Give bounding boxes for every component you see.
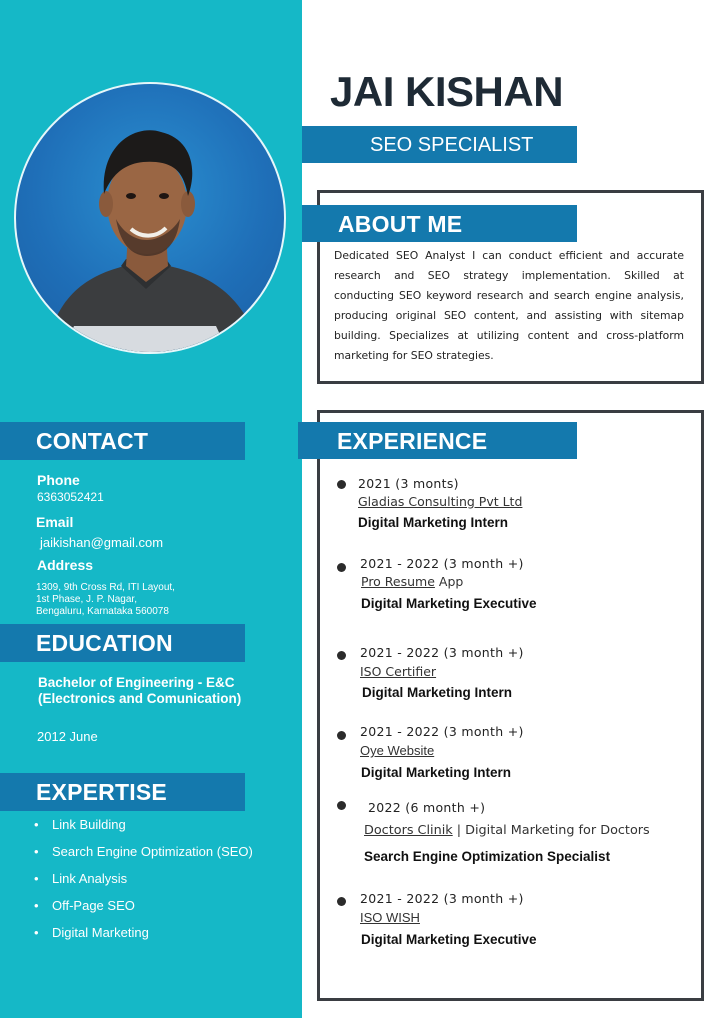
experience-date: 2021 - 2022 (3 month +) — [360, 724, 524, 739]
profile-photo — [14, 82, 286, 354]
company-link[interactable]: ISO WISH — [360, 910, 420, 925]
experience-date: 2022 (6 month +) — [368, 800, 486, 815]
experience-role: Digital Marketing Intern — [362, 685, 513, 700]
expertise-item: • Digital Marketing — [34, 925, 253, 952]
expertise-heading-band — [0, 773, 245, 811]
timeline-dot — [337, 563, 346, 572]
phone-label: Phone — [37, 472, 80, 488]
about-text: Dedicated SEO Analyst I can conduct efficient and accurate research and SEO strategy implementation. Skilled at conducting SEO keyword research and search engine analysis, producing original SEO content, and assisting with sitemap building. Specializes at utilizing content and cross-platform marketing for SEO strategies. — [334, 249, 684, 362]
expertise-item: • Link Analysis — [34, 871, 253, 898]
expertise-item: • Search Engine Optimization (SEO) — [34, 844, 253, 871]
experience-heading: EXPERIENCE — [337, 428, 488, 454]
address-line3: Bengaluru, Karnataka 560078 — [36, 606, 169, 617]
timeline-dot — [337, 731, 346, 740]
degree-line1: Bachelor of Engineering - E&C — [38, 675, 235, 690]
education-date: 2012 June — [37, 729, 98, 744]
experience-company — [364, 823, 650, 838]
experience-company — [360, 664, 436, 679]
education-heading: EDUCATION — [36, 630, 173, 656]
experience-role: Digital Marketing Executive — [361, 932, 537, 947]
about-heading-band — [302, 205, 577, 242]
address-line1: 1309, 9th Cross Rd, ITI Layout, — [36, 582, 175, 593]
degree-line2: (Electronics and Comunication) — [38, 691, 242, 706]
contact-heading: CONTACT — [36, 428, 149, 454]
expertise-list — [34, 817, 253, 952]
expertise-heading: EXPERTISE — [36, 779, 167, 805]
experience-role: Search Engine Optimization Specialist — [364, 849, 611, 864]
experience-company — [360, 910, 420, 925]
email-value: jaikishan@gmail.com — [40, 535, 164, 550]
timeline-dot — [337, 801, 346, 810]
company-link[interactable]: Pro Resume — [361, 574, 435, 589]
address-label: Address — [37, 557, 94, 573]
expertise-item: • Off-Page SEO — [34, 898, 253, 925]
experience-role: Digital Marketing Executive — [361, 596, 537, 611]
education-heading-band — [0, 624, 245, 662]
phone-value: 6363052421 — [37, 490, 104, 504]
company-suffix: | Digital Marketing for Doctors — [452, 823, 650, 838]
person-name: JAI KISHAN — [330, 68, 564, 115]
experience-company — [360, 743, 434, 758]
timeline-dot — [337, 651, 346, 660]
email-label: Email — [36, 514, 74, 530]
role-band — [302, 126, 577, 163]
experience-heading-band — [298, 422, 577, 459]
company-link[interactable]: Gladias Consulting Pvt Ltd — [358, 494, 523, 509]
contact-heading-band — [0, 422, 245, 460]
company-link[interactable]: ISO Certifier — [360, 664, 437, 679]
company-link[interactable]: Oye Website — [360, 743, 435, 758]
experience-date: 2021 - 2022 (3 month +) — [360, 645, 524, 660]
address-line2: 1st Phase, J. P. Nagar, — [36, 594, 137, 605]
experience-company — [358, 494, 522, 509]
about-heading: ABOUT ME — [338, 211, 463, 237]
experience-date: 2021 - 2022 (3 month +) — [360, 891, 524, 906]
experience-role: Digital Marketing Intern — [361, 765, 512, 780]
experience-role: Digital Marketing Intern — [358, 515, 509, 530]
person-illustration — [16, 84, 284, 352]
experience-date: 2021 (3 monts) — [358, 476, 459, 491]
timeline-dot — [337, 897, 346, 906]
company-suffix: App — [434, 574, 464, 589]
experience-company — [361, 574, 463, 589]
company-link[interactable]: Doctors Clinik — [364, 823, 453, 838]
timeline-dot — [337, 480, 346, 489]
role-title: SEO SPECIALIST — [370, 134, 534, 156]
expertise-item: • Link Building — [34, 817, 253, 844]
experience-date: 2021 - 2022 (3 month +) — [360, 556, 524, 571]
